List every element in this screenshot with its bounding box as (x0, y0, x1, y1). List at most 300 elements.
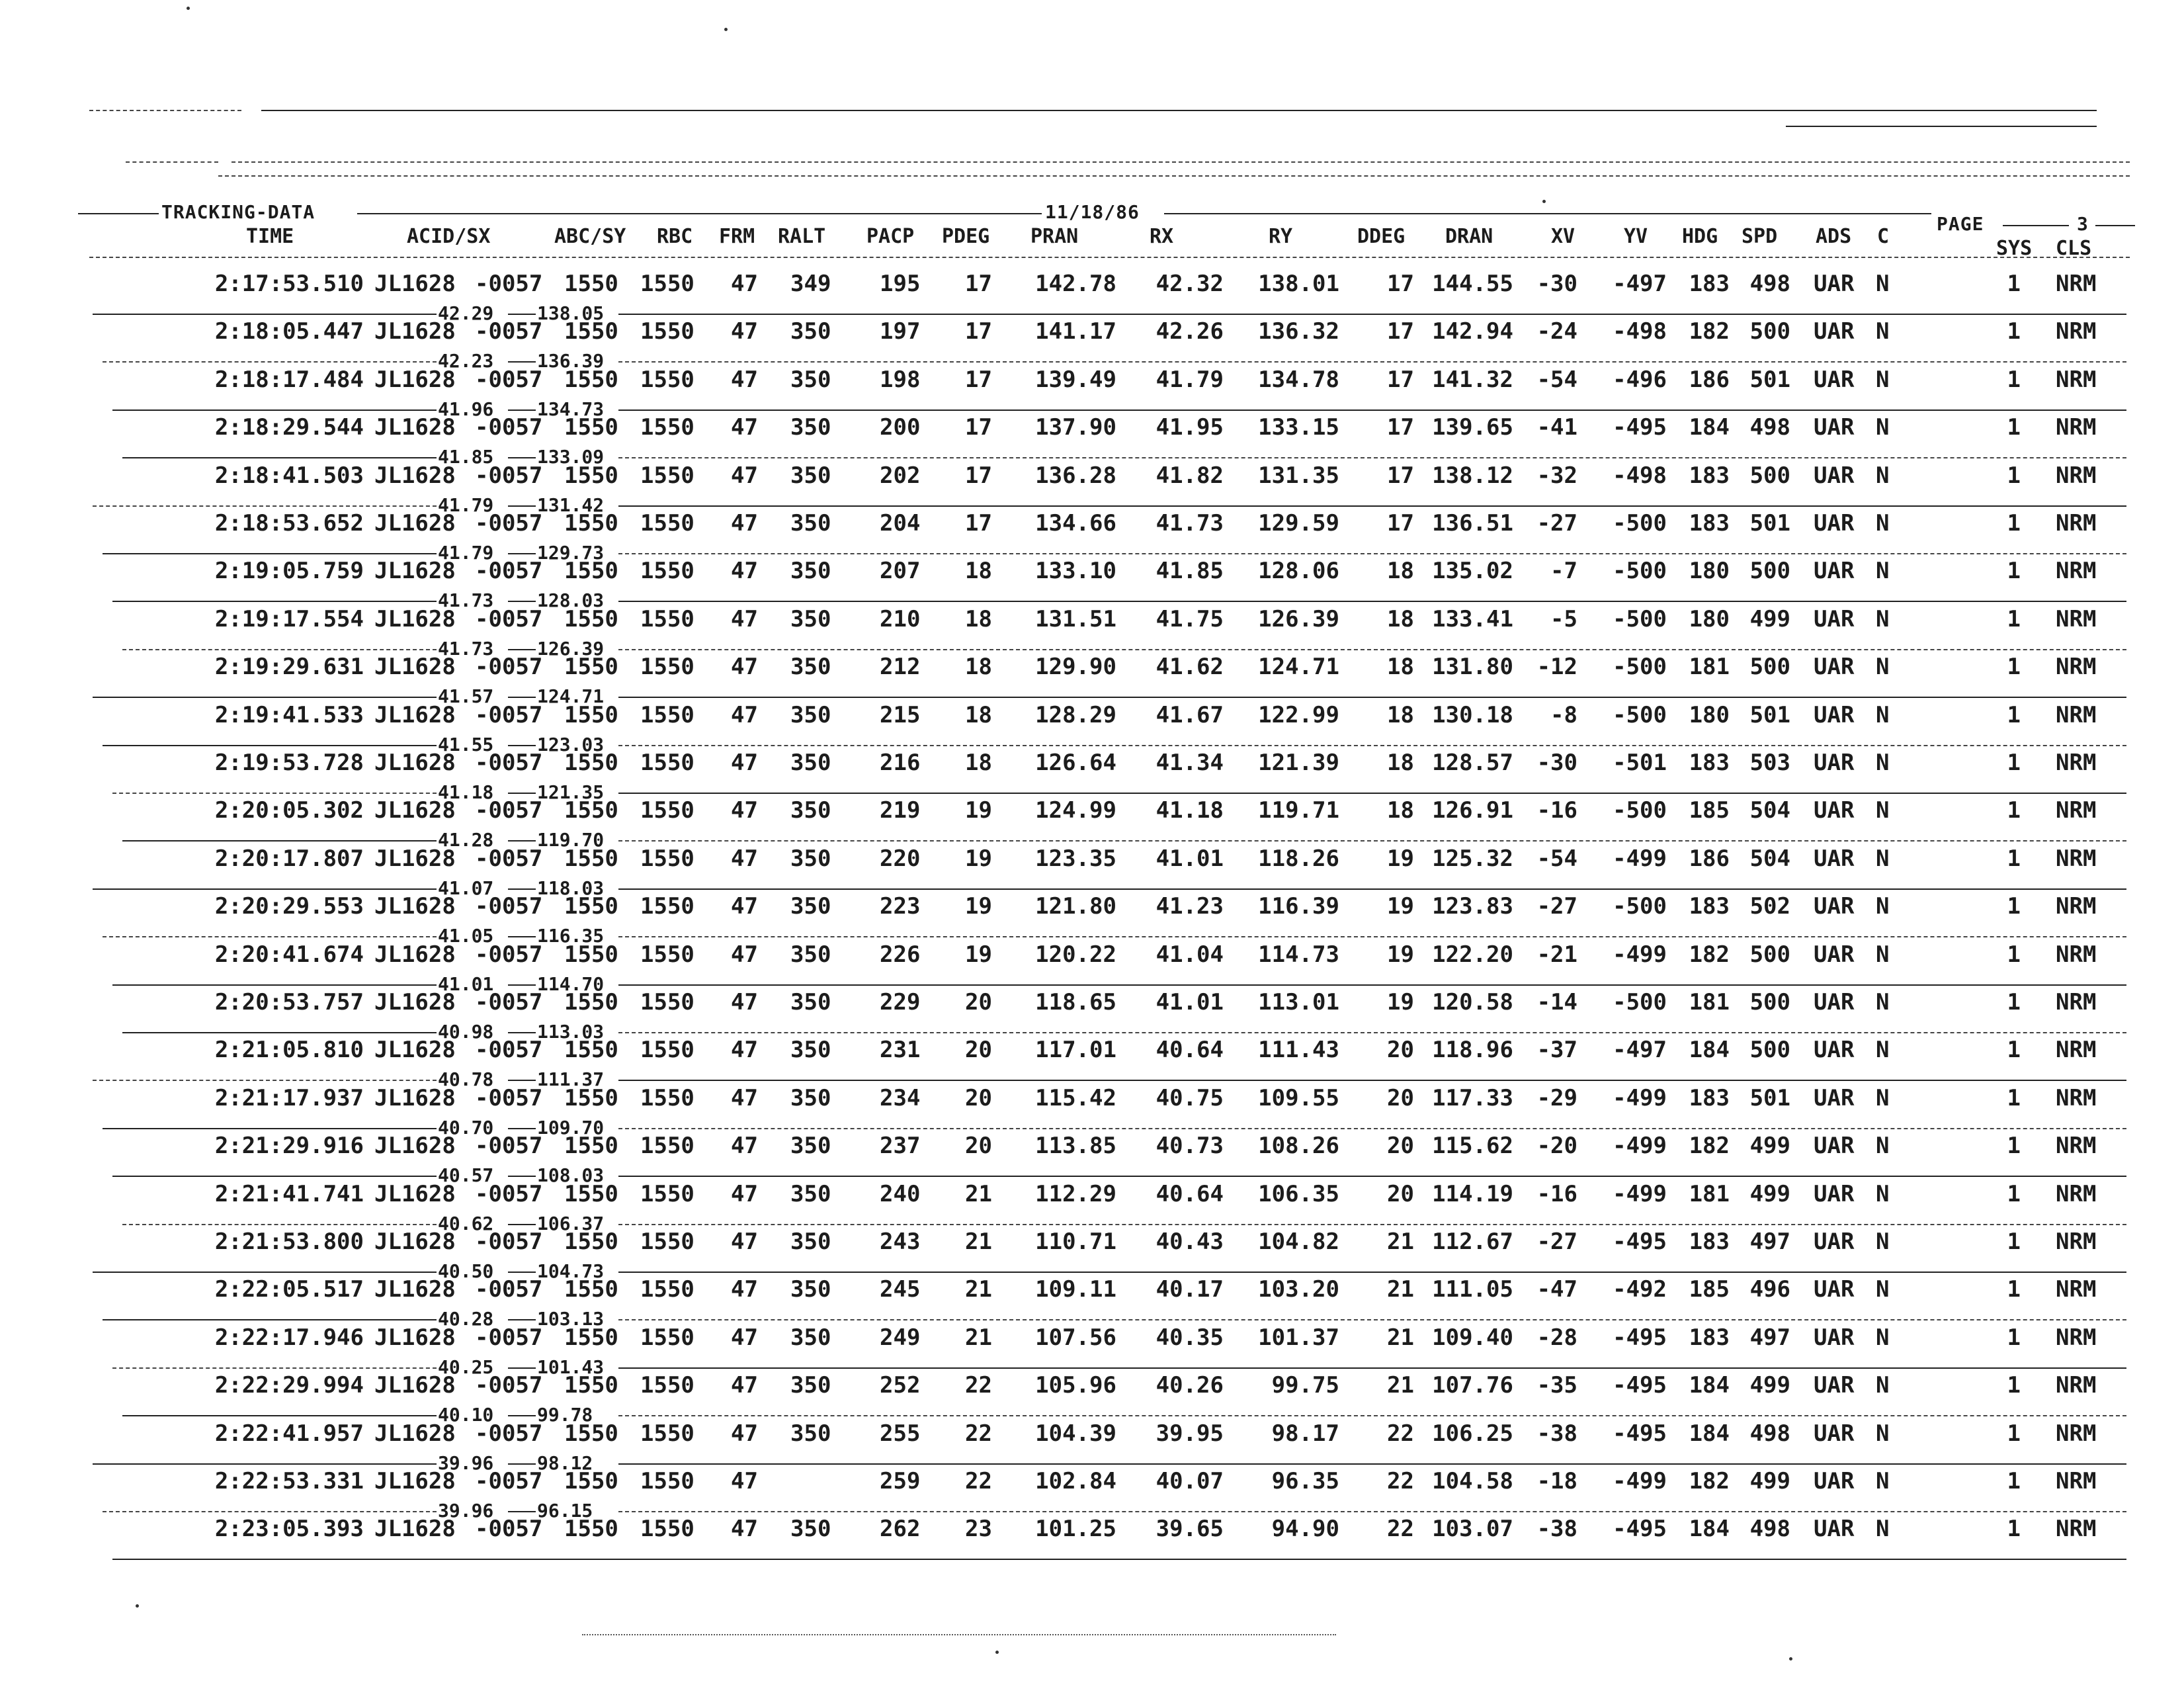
cell-yv: -500 (1613, 558, 1667, 584)
cell-yv: -499 (1613, 1181, 1667, 1207)
row-sub-y: 133.09 (537, 446, 605, 468)
cell-pacp: 204 (880, 510, 921, 537)
cell-c: N (1876, 510, 1890, 537)
cell-yv: -495 (1613, 1229, 1667, 1255)
cell-hdg: 181 (1689, 1181, 1730, 1207)
cell-rx: 40.26 (1155, 1372, 1224, 1399)
cell-dran: 122.20 (1432, 941, 1513, 968)
cell-ry: 136.32 (1258, 318, 1339, 345)
row-sub-x: 41.57 (438, 685, 494, 707)
cell-pacp: 259 (880, 1468, 921, 1494)
cell-cls: NRM (2056, 1037, 2097, 1063)
row-separator-mid (508, 745, 536, 746)
row-sub-x: 40.50 (438, 1260, 494, 1282)
col-ddeg: DDEG (1357, 225, 1406, 248)
cell-pdeg: 18 (965, 702, 992, 728)
cell-rbc: 1550 (640, 1516, 694, 1542)
col-time: TIME (246, 225, 294, 248)
cell-acid: JL1628 (374, 558, 456, 584)
row-separator-right (618, 457, 2126, 458)
cell-ads: UAR (1814, 1516, 1855, 1542)
cell-pdeg: 21 (965, 1229, 992, 1255)
cell-c: N (1876, 606, 1890, 632)
cell-hdg: 181 (1689, 654, 1730, 680)
cell-acid: JL1628 (374, 797, 456, 824)
cell-spd: 504 (1749, 797, 1790, 824)
cell-pran: 142.78 (1035, 271, 1116, 297)
row-sub-x: 40.62 (438, 1213, 494, 1234)
cell-ddeg: 17 (1387, 510, 1414, 537)
cell-time: 2:23:05.393 (214, 1516, 364, 1542)
cell-spd: 500 (1749, 558, 1790, 584)
cell-cls: NRM (2056, 750, 2097, 776)
cell-time: 2:22:17.946 (214, 1324, 364, 1351)
cell-sx: -0057 (475, 702, 543, 728)
cell-spd: 498 (1749, 414, 1790, 441)
cell-abc: 1550 (564, 941, 618, 968)
cell-pdeg: 23 (965, 1516, 992, 1542)
row-separator-left (112, 1559, 437, 1560)
row-separator-mid (508, 361, 536, 363)
section-title: TRACKING-DATA (161, 201, 315, 223)
cell-ddeg: 20 (1387, 1133, 1414, 1159)
cell-ddeg: 19 (1387, 893, 1414, 920)
row-sub-x: 41.79 (438, 542, 494, 564)
row-separator-right (618, 984, 2126, 986)
cell-ads: UAR (1814, 367, 1855, 393)
cell-rx: 41.62 (1155, 654, 1224, 680)
cell-hdg: 180 (1689, 606, 1730, 632)
cell-pdeg: 17 (965, 510, 992, 537)
cell-ddeg: 19 (1387, 941, 1414, 968)
cell-yv: -499 (1613, 1085, 1667, 1111)
cell-hdg: 184 (1689, 1037, 1730, 1063)
cell-acid: JL1628 (374, 606, 456, 632)
cell-sx: -0057 (475, 1133, 543, 1159)
cell-sys: 1 (2007, 1372, 2021, 1399)
cell-c: N (1876, 702, 1890, 728)
row-sub-y: 131.42 (537, 494, 605, 516)
cell-abc: 1550 (564, 367, 618, 393)
cell-sys: 1 (2007, 606, 2021, 632)
row-separator-left (112, 984, 437, 986)
cell-pran: 133.10 (1035, 558, 1116, 584)
col-sys: SYS (1996, 237, 2033, 260)
top-rule-1c (1786, 126, 2097, 127)
cell-dran: 106.25 (1432, 1420, 1513, 1447)
cell-rbc: 1550 (640, 893, 694, 920)
cell-ry: 111.43 (1258, 1037, 1339, 1063)
cell-ddeg: 19 (1387, 989, 1414, 1015)
cell-ralt: 350 (790, 318, 831, 345)
row-sub-y: 96.15 (537, 1500, 593, 1522)
cell-pacp: 229 (880, 989, 921, 1015)
cell-time: 2:22:41.957 (214, 1420, 364, 1447)
cell-acid: JL1628 (374, 893, 456, 920)
row-separator-mid (508, 1224, 536, 1225)
cell-spd: 499 (1749, 1181, 1790, 1207)
cell-rx: 41.85 (1155, 558, 1224, 584)
cell-frm: 47 (731, 271, 758, 297)
cell-pacp: 262 (880, 1516, 921, 1542)
cell-ddeg: 17 (1387, 318, 1414, 345)
cell-hdg: 182 (1689, 1468, 1730, 1494)
cell-rx: 41.01 (1155, 845, 1224, 872)
cell-frm: 47 (731, 1516, 758, 1542)
row-separator-right (618, 1128, 2126, 1129)
top-rule-3 (218, 175, 2130, 177)
cell-xv: -8 (1550, 702, 1577, 728)
cell-ralt: 350 (790, 893, 831, 920)
scan-speck (995, 1651, 999, 1654)
cell-pdeg: 17 (965, 462, 992, 489)
cell-pdeg: 17 (965, 271, 992, 297)
cell-sx: -0057 (475, 1372, 543, 1399)
row-sub-y: 99.78 (537, 1404, 593, 1426)
cell-hdg: 182 (1689, 1133, 1730, 1159)
cell-sys: 1 (2007, 702, 2021, 728)
cell-ads: UAR (1814, 1133, 1855, 1159)
cell-rx: 40.43 (1155, 1229, 1224, 1255)
row-separator-right (618, 649, 2126, 650)
cell-ads: UAR (1814, 606, 1855, 632)
row-separator-right (618, 697, 2126, 698)
cell-ddeg: 22 (1387, 1516, 1414, 1542)
cell-dran: 107.76 (1432, 1372, 1513, 1399)
cell-acid: JL1628 (374, 654, 456, 680)
cell-xv: -14 (1536, 989, 1577, 1015)
cell-pacp: 198 (880, 367, 921, 393)
cell-abc: 1550 (564, 462, 618, 489)
row-separator-mid (508, 936, 536, 937)
cell-ads: UAR (1814, 1420, 1855, 1447)
cell-dran: 117.33 (1432, 1085, 1513, 1111)
cell-xv: -5 (1550, 606, 1577, 632)
cell-ddeg: 19 (1387, 845, 1414, 872)
cell-time: 2:19:05.759 (214, 558, 364, 584)
cell-sys: 1 (2007, 1181, 2021, 1207)
cell-ads: UAR (1814, 654, 1855, 680)
cell-sx: -0057 (475, 750, 543, 776)
cell-sx: -0057 (475, 1516, 543, 1542)
cell-ads: UAR (1814, 1468, 1855, 1494)
cell-pacp: 231 (880, 1037, 921, 1063)
cell-yv: -500 (1613, 606, 1667, 632)
cell-cls: NRM (2056, 1420, 2097, 1447)
row-sub-x: 39.96 (438, 1500, 494, 1522)
row-sub-x: 40.70 (438, 1117, 494, 1139)
cell-sx: -0057 (475, 1276, 543, 1303)
cell-yv: -499 (1613, 941, 1667, 968)
cell-ralt: 350 (790, 654, 831, 680)
row-sub-x: 39.96 (438, 1452, 494, 1474)
cell-xv: -16 (1536, 797, 1577, 824)
cell-ralt: 350 (790, 1229, 831, 1255)
cell-pacp: 212 (880, 654, 921, 680)
cell-pran: 136.28 (1035, 462, 1116, 489)
cell-cls: NRM (2056, 271, 2097, 297)
cell-ddeg: 18 (1387, 558, 1414, 584)
cell-c: N (1876, 318, 1890, 345)
row-sub-y: 98.12 (537, 1452, 593, 1474)
row-separator-right (618, 1224, 2126, 1225)
cell-sx: -0057 (475, 462, 543, 489)
row-separator-mid (508, 601, 536, 602)
cell-pran: 115.42 (1035, 1085, 1116, 1111)
col-ralt: RALT (778, 225, 826, 248)
cell-spd: 503 (1749, 750, 1790, 776)
cell-frm: 47 (731, 367, 758, 393)
cell-ry: 94.90 (1271, 1516, 1339, 1542)
row-sub-y: 126.39 (537, 638, 605, 660)
row-separator-left (112, 1176, 437, 1177)
row-sub-x: 40.25 (438, 1356, 494, 1378)
cell-sys: 1 (2007, 510, 2021, 537)
cell-rbc: 1550 (640, 1181, 694, 1207)
cell-ralt: 350 (790, 1372, 831, 1399)
cell-ry: 128.06 (1258, 558, 1339, 584)
row-sub-y: 101.43 (537, 1356, 605, 1378)
cell-hdg: 183 (1689, 1229, 1730, 1255)
cell-dran: 138.12 (1432, 462, 1513, 489)
cell-frm: 47 (731, 1229, 758, 1255)
cell-spd: 499 (1749, 1372, 1790, 1399)
cell-frm: 47 (731, 1037, 758, 1063)
row-separator-mid (508, 984, 536, 986)
col-pran: PRAN (1030, 225, 1079, 248)
cell-rbc: 1550 (640, 797, 694, 824)
page-number: 3 (2077, 213, 2089, 235)
cell-dran: 103.07 (1432, 1516, 1513, 1542)
cell-rx: 40.17 (1155, 1276, 1224, 1303)
cell-yv: -499 (1613, 1468, 1667, 1494)
row-sub-x: 40.78 (438, 1068, 494, 1090)
cell-xv: -54 (1536, 845, 1577, 872)
cell-ry: 103.20 (1258, 1276, 1339, 1303)
header-rule-right-2 (2095, 225, 2135, 226)
row-separator-left (93, 505, 437, 507)
cell-spd: 498 (1749, 1516, 1790, 1542)
row-separator-left (103, 361, 437, 363)
cell-ry: 116.39 (1258, 893, 1339, 920)
row-sub-y: 136.39 (537, 350, 605, 372)
cell-xv: -27 (1536, 1229, 1577, 1255)
cell-frm: 47 (731, 1420, 758, 1447)
cell-ry: 101.37 (1258, 1324, 1339, 1351)
cell-pdeg: 20 (965, 1085, 992, 1111)
cell-abc: 1550 (564, 414, 618, 441)
cell-pdeg: 21 (965, 1324, 992, 1351)
cell-sx: -0057 (475, 1324, 543, 1351)
cell-frm: 47 (731, 702, 758, 728)
cell-abc: 1550 (564, 654, 618, 680)
cell-acid: JL1628 (374, 845, 456, 872)
cell-ry: 138.01 (1258, 271, 1339, 297)
cell-ddeg: 18 (1387, 797, 1414, 824)
row-sub-y: 119.70 (537, 829, 605, 851)
scan-speck (1542, 200, 1546, 203)
cell-sx: -0057 (475, 1085, 543, 1111)
cell-hdg: 180 (1689, 702, 1730, 728)
cell-cls: NRM (2056, 1085, 2097, 1111)
cell-rx: 40.07 (1155, 1468, 1224, 1494)
cell-rbc: 1550 (640, 654, 694, 680)
cell-pran: 109.11 (1035, 1276, 1116, 1303)
cell-ads: UAR (1814, 1181, 1855, 1207)
cell-yv: -497 (1613, 271, 1667, 297)
cell-yv: -495 (1613, 414, 1667, 441)
scan-speck (724, 28, 728, 31)
row-sub-y: 109.70 (537, 1117, 605, 1139)
row-separator-mid (508, 1032, 536, 1033)
report-date: 11/18/86 (1045, 201, 1140, 223)
cell-rx: 42.32 (1155, 271, 1224, 297)
cell-rbc: 1550 (640, 1372, 694, 1399)
cell-sys: 1 (2007, 271, 2021, 297)
cell-c: N (1876, 271, 1890, 297)
row-sub-y: 108.03 (537, 1164, 605, 1186)
cell-ry: 124.71 (1258, 654, 1339, 680)
cell-ads: UAR (1814, 1372, 1855, 1399)
cell-c: N (1876, 1324, 1890, 1351)
row-separator-mid (508, 314, 536, 315)
row-separator-left (103, 1511, 437, 1512)
cell-pdeg: 18 (965, 750, 992, 776)
cell-abc: 1550 (564, 558, 618, 584)
cell-time: 2:21:29.916 (214, 1133, 364, 1159)
cell-rx: 40.35 (1155, 1324, 1224, 1351)
cell-sx: -0057 (475, 1229, 543, 1255)
cell-yv: -495 (1613, 1516, 1667, 1542)
cell-pdeg: 18 (965, 558, 992, 584)
cell-xv: -47 (1536, 1276, 1577, 1303)
cell-ralt: 350 (790, 414, 831, 441)
row-sub-x: 42.23 (438, 350, 494, 372)
cell-abc: 1550 (564, 845, 618, 872)
cell-abc: 1550 (564, 510, 618, 537)
cell-rbc: 1550 (640, 462, 694, 489)
cell-pdeg: 19 (965, 845, 992, 872)
cell-ddeg: 20 (1387, 1085, 1414, 1111)
cell-ry: 126.39 (1258, 606, 1339, 632)
col-spd: SPD (1742, 225, 1778, 248)
cell-xv: -54 (1536, 367, 1577, 393)
cell-ralt: 350 (790, 1516, 831, 1542)
cell-ralt: 350 (790, 1133, 831, 1159)
cell-rx: 40.73 (1155, 1133, 1224, 1159)
cell-cls: NRM (2056, 1372, 2097, 1399)
cell-cls: NRM (2056, 702, 2097, 728)
cell-ddeg: 17 (1387, 462, 1414, 489)
cell-sx: -0057 (475, 941, 543, 968)
cell-pdeg: 17 (965, 414, 992, 441)
cell-abc: 1550 (564, 1516, 618, 1542)
cell-acid: JL1628 (374, 1133, 456, 1159)
cell-yv: -500 (1613, 510, 1667, 537)
cell-pran: 121.80 (1035, 893, 1116, 920)
cell-abc: 1550 (564, 797, 618, 824)
cell-c: N (1876, 1037, 1890, 1063)
cell-sx: -0057 (475, 606, 543, 632)
cell-dran: 144.55 (1432, 271, 1513, 297)
cell-sys: 1 (2007, 989, 2021, 1015)
cell-ralt: 349 (790, 271, 831, 297)
cell-ry: 96.35 (1271, 1468, 1339, 1494)
row-sub-x: 42.29 (438, 302, 494, 324)
cell-pacp: 216 (880, 750, 921, 776)
cell-rx: 41.04 (1155, 941, 1224, 968)
row-sub-x: 41.73 (438, 589, 494, 611)
cell-frm: 47 (731, 893, 758, 920)
cell-rbc: 1550 (640, 1420, 694, 1447)
cell-rbc: 1550 (640, 558, 694, 584)
cell-yv: -500 (1613, 797, 1667, 824)
cell-sys: 1 (2007, 462, 2021, 489)
cell-sys: 1 (2007, 1133, 2021, 1159)
row-separator-right (618, 1511, 2126, 1512)
cell-frm: 47 (731, 1085, 758, 1111)
cell-sys: 1 (2007, 1324, 2021, 1351)
row-separator-left (122, 1415, 437, 1416)
cell-hdg: 183 (1689, 271, 1730, 297)
cell-ddeg: 21 (1387, 1229, 1414, 1255)
row-separator-right (618, 1319, 2126, 1320)
cell-pran: 137.90 (1035, 414, 1116, 441)
cell-abc: 1550 (564, 318, 618, 345)
scan-speck (187, 7, 190, 10)
row-sub-y: 124.71 (537, 685, 605, 707)
cell-spd: 497 (1749, 1229, 1790, 1255)
cell-cls: NRM (2056, 989, 2097, 1015)
cell-ralt: 350 (790, 845, 831, 872)
cell-ddeg: 18 (1387, 606, 1414, 632)
cell-rbc: 1550 (640, 1324, 694, 1351)
top-rule-2a (126, 161, 218, 163)
col-hdg: HDG (1682, 225, 1718, 248)
cell-rx: 39.95 (1155, 1420, 1224, 1447)
col-pdeg: PDEG (942, 225, 990, 248)
cell-sx: -0057 (475, 510, 543, 537)
cell-hdg: 185 (1689, 1276, 1730, 1303)
cell-abc: 1550 (564, 1468, 618, 1494)
cell-hdg: 180 (1689, 558, 1730, 584)
cell-rbc: 1550 (640, 414, 694, 441)
row-separator-mid (508, 1176, 536, 1177)
cell-xv: -30 (1536, 750, 1577, 776)
cell-xv: -30 (1536, 271, 1577, 297)
cell-time: 2:19:41.533 (214, 702, 364, 728)
cell-xv: -18 (1536, 1468, 1577, 1494)
cell-acid: JL1628 (374, 367, 456, 393)
cell-abc: 1550 (564, 750, 618, 776)
cell-acid: JL1628 (374, 1372, 456, 1399)
top-rule-1b (261, 110, 2097, 111)
cell-dran: 111.05 (1432, 1276, 1513, 1303)
cell-xv: -12 (1536, 654, 1577, 680)
row-sub-y: 106.37 (537, 1213, 605, 1234)
cell-time: 2:18:05.447 (214, 318, 364, 345)
row-separator-right (618, 1272, 2126, 1273)
row-sub-y: 123.03 (537, 734, 605, 755)
row-separator-mid (508, 1272, 536, 1273)
cell-pacp: 243 (880, 1229, 921, 1255)
cell-acid: JL1628 (374, 1037, 456, 1063)
cell-sx: -0057 (475, 1420, 543, 1447)
cell-rx: 40.75 (1155, 1085, 1224, 1111)
row-separator-left (93, 888, 437, 890)
cell-ry: 131.35 (1258, 462, 1339, 489)
cell-sx: -0057 (475, 654, 543, 680)
